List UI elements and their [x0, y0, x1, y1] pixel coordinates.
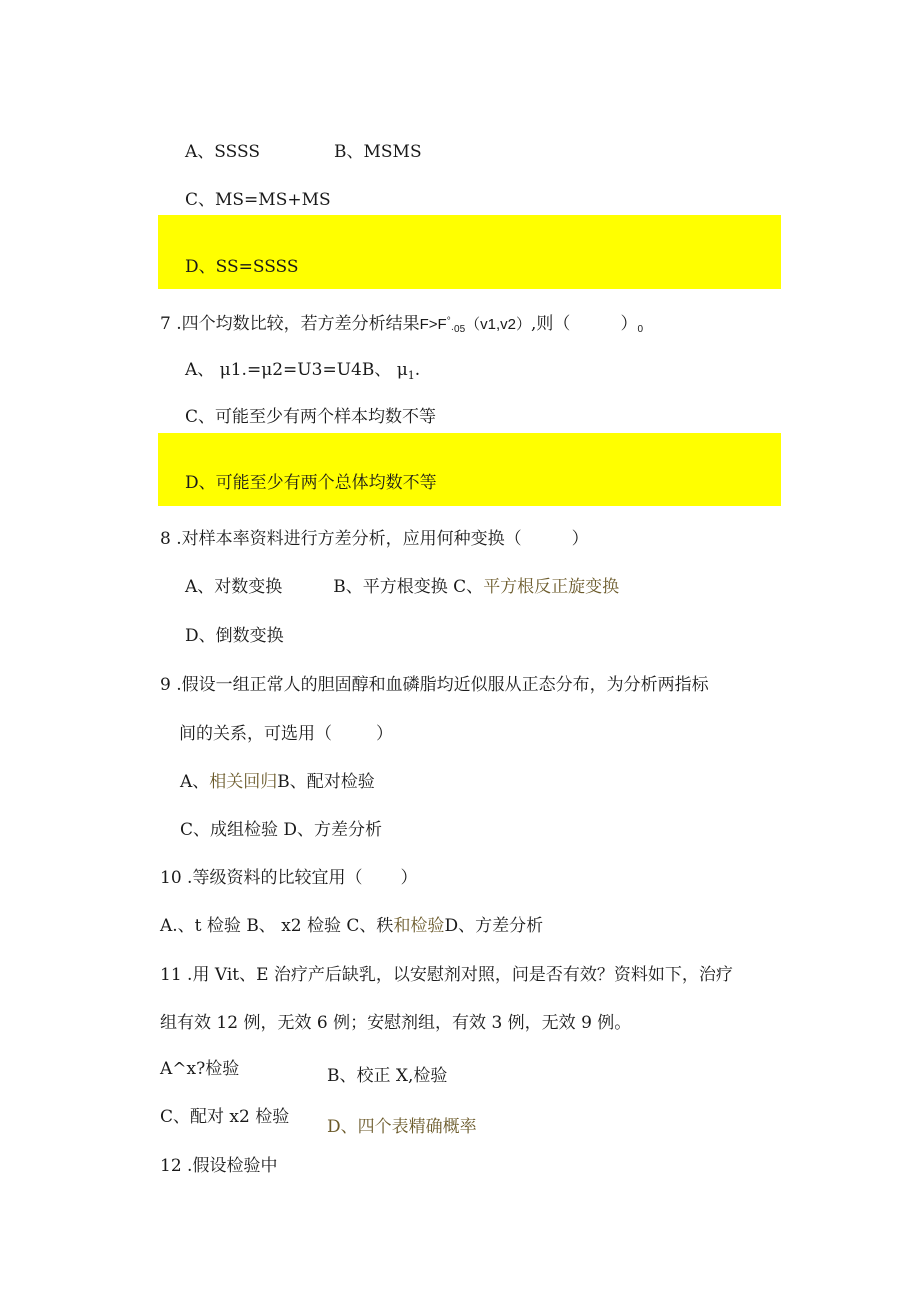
- q8-option-c-answer: 平方根反正旋变换: [483, 577, 620, 597]
- q11-stem-line2: 组有效 12 例，无效 6 例；安慰剂组，有效 3 例，无效 9 例。: [160, 1013, 632, 1033]
- q9-option-b: B、配对检验: [277, 772, 375, 792]
- q8-option-d: D、倒数变换: [185, 626, 284, 646]
- q10-option-d: D、方差分析: [444, 916, 544, 936]
- q8-stem-text: 8 .对样本率资料进行方差分析，应用何种变换（: [160, 529, 522, 549]
- q7-option-a-sub: 1: [407, 369, 415, 382]
- q7-stem-end: ,则（: [531, 314, 571, 334]
- q7-option-d: D、可能至少有两个总体均数不等: [185, 473, 437, 493]
- q12-stem: 12 .假设检验中: [160, 1156, 278, 1176]
- q10-stem: [160, 866, 417, 890]
- q10-options-prefix: A.、t 检验 B、 x2 检验 C、秩: [160, 916, 394, 936]
- q10-options: [160, 914, 543, 938]
- q11-option-b: B、校正 X,检验: [327, 1066, 448, 1086]
- q7-option-a-end: .: [414, 360, 421, 380]
- q6-option-d: D、SS=SSSS: [185, 257, 299, 277]
- q7-formula-args: （v1,v2）: [465, 316, 532, 333]
- q9-stem-close: ）: [376, 724, 393, 744]
- q9-stem-line2: [179, 722, 393, 746]
- q9-stem-line1: 9 .假设一组正常人的胆固醇和血磷脂均近似服从正态分布，为分析两指标: [160, 675, 709, 695]
- q6-option-c: C、MS=MS+MS: [185, 190, 331, 210]
- q8-stem-close: ）: [571, 529, 589, 549]
- answer-highlight-q7: [158, 433, 781, 506]
- q8-stem: [160, 527, 589, 551]
- q10-stem-text: 10 .等级资料的比较宜用（: [160, 868, 363, 888]
- q7-stem-text: 7 .四个均数比较，若方差分析结果: [160, 314, 420, 334]
- q6-option-b: B、MSMS: [334, 142, 422, 162]
- q8-options-abc: [185, 575, 619, 599]
- q7-option-c: C、可能至少有两个样本均数不等: [185, 407, 437, 427]
- q11-stem-line1: 11 .用 Vit、E 治疗产后缺乳，以安慰剂对照，问是否有效？资料如下，治疗: [160, 965, 733, 985]
- q11-option-c: C、配对 x2 检验: [160, 1107, 290, 1127]
- q9-stem-line2-text: 间的关系，可选用（: [179, 724, 332, 744]
- q7-stem-paren-close: ）: [620, 314, 638, 334]
- q7-option-a-main: A、 μ1.=μ2=U3=U4B、 μ: [185, 360, 408, 380]
- q9-option-a-answer: 相关回归: [209, 772, 278, 792]
- q7-option-a: [185, 358, 420, 388]
- q7-formula-sub: ·05: [450, 324, 466, 335]
- q7-stem: [160, 310, 643, 342]
- q10-stem-close: ）: [400, 868, 418, 888]
- q7-stem-tail: 0: [637, 324, 643, 335]
- q7-formula-f: F>F: [419, 316, 447, 333]
- q6-option-a: A、SSSS: [185, 142, 260, 162]
- q9-options-ab: [180, 770, 375, 794]
- q10-option-c-answer: 和检验: [393, 916, 445, 936]
- q11-option-a: A^x?检验: [160, 1059, 240, 1079]
- q8-options-ab: A、对数变换 B、平方根变换 C、: [185, 577, 484, 597]
- q9-option-a-prefix: A、: [180, 772, 210, 792]
- q11-option-d: D、四个表精确概率: [327, 1117, 477, 1137]
- q7-formula-sup: °: [446, 316, 451, 327]
- q9-options-cd: C、成组检验 D、方差分析: [180, 820, 383, 840]
